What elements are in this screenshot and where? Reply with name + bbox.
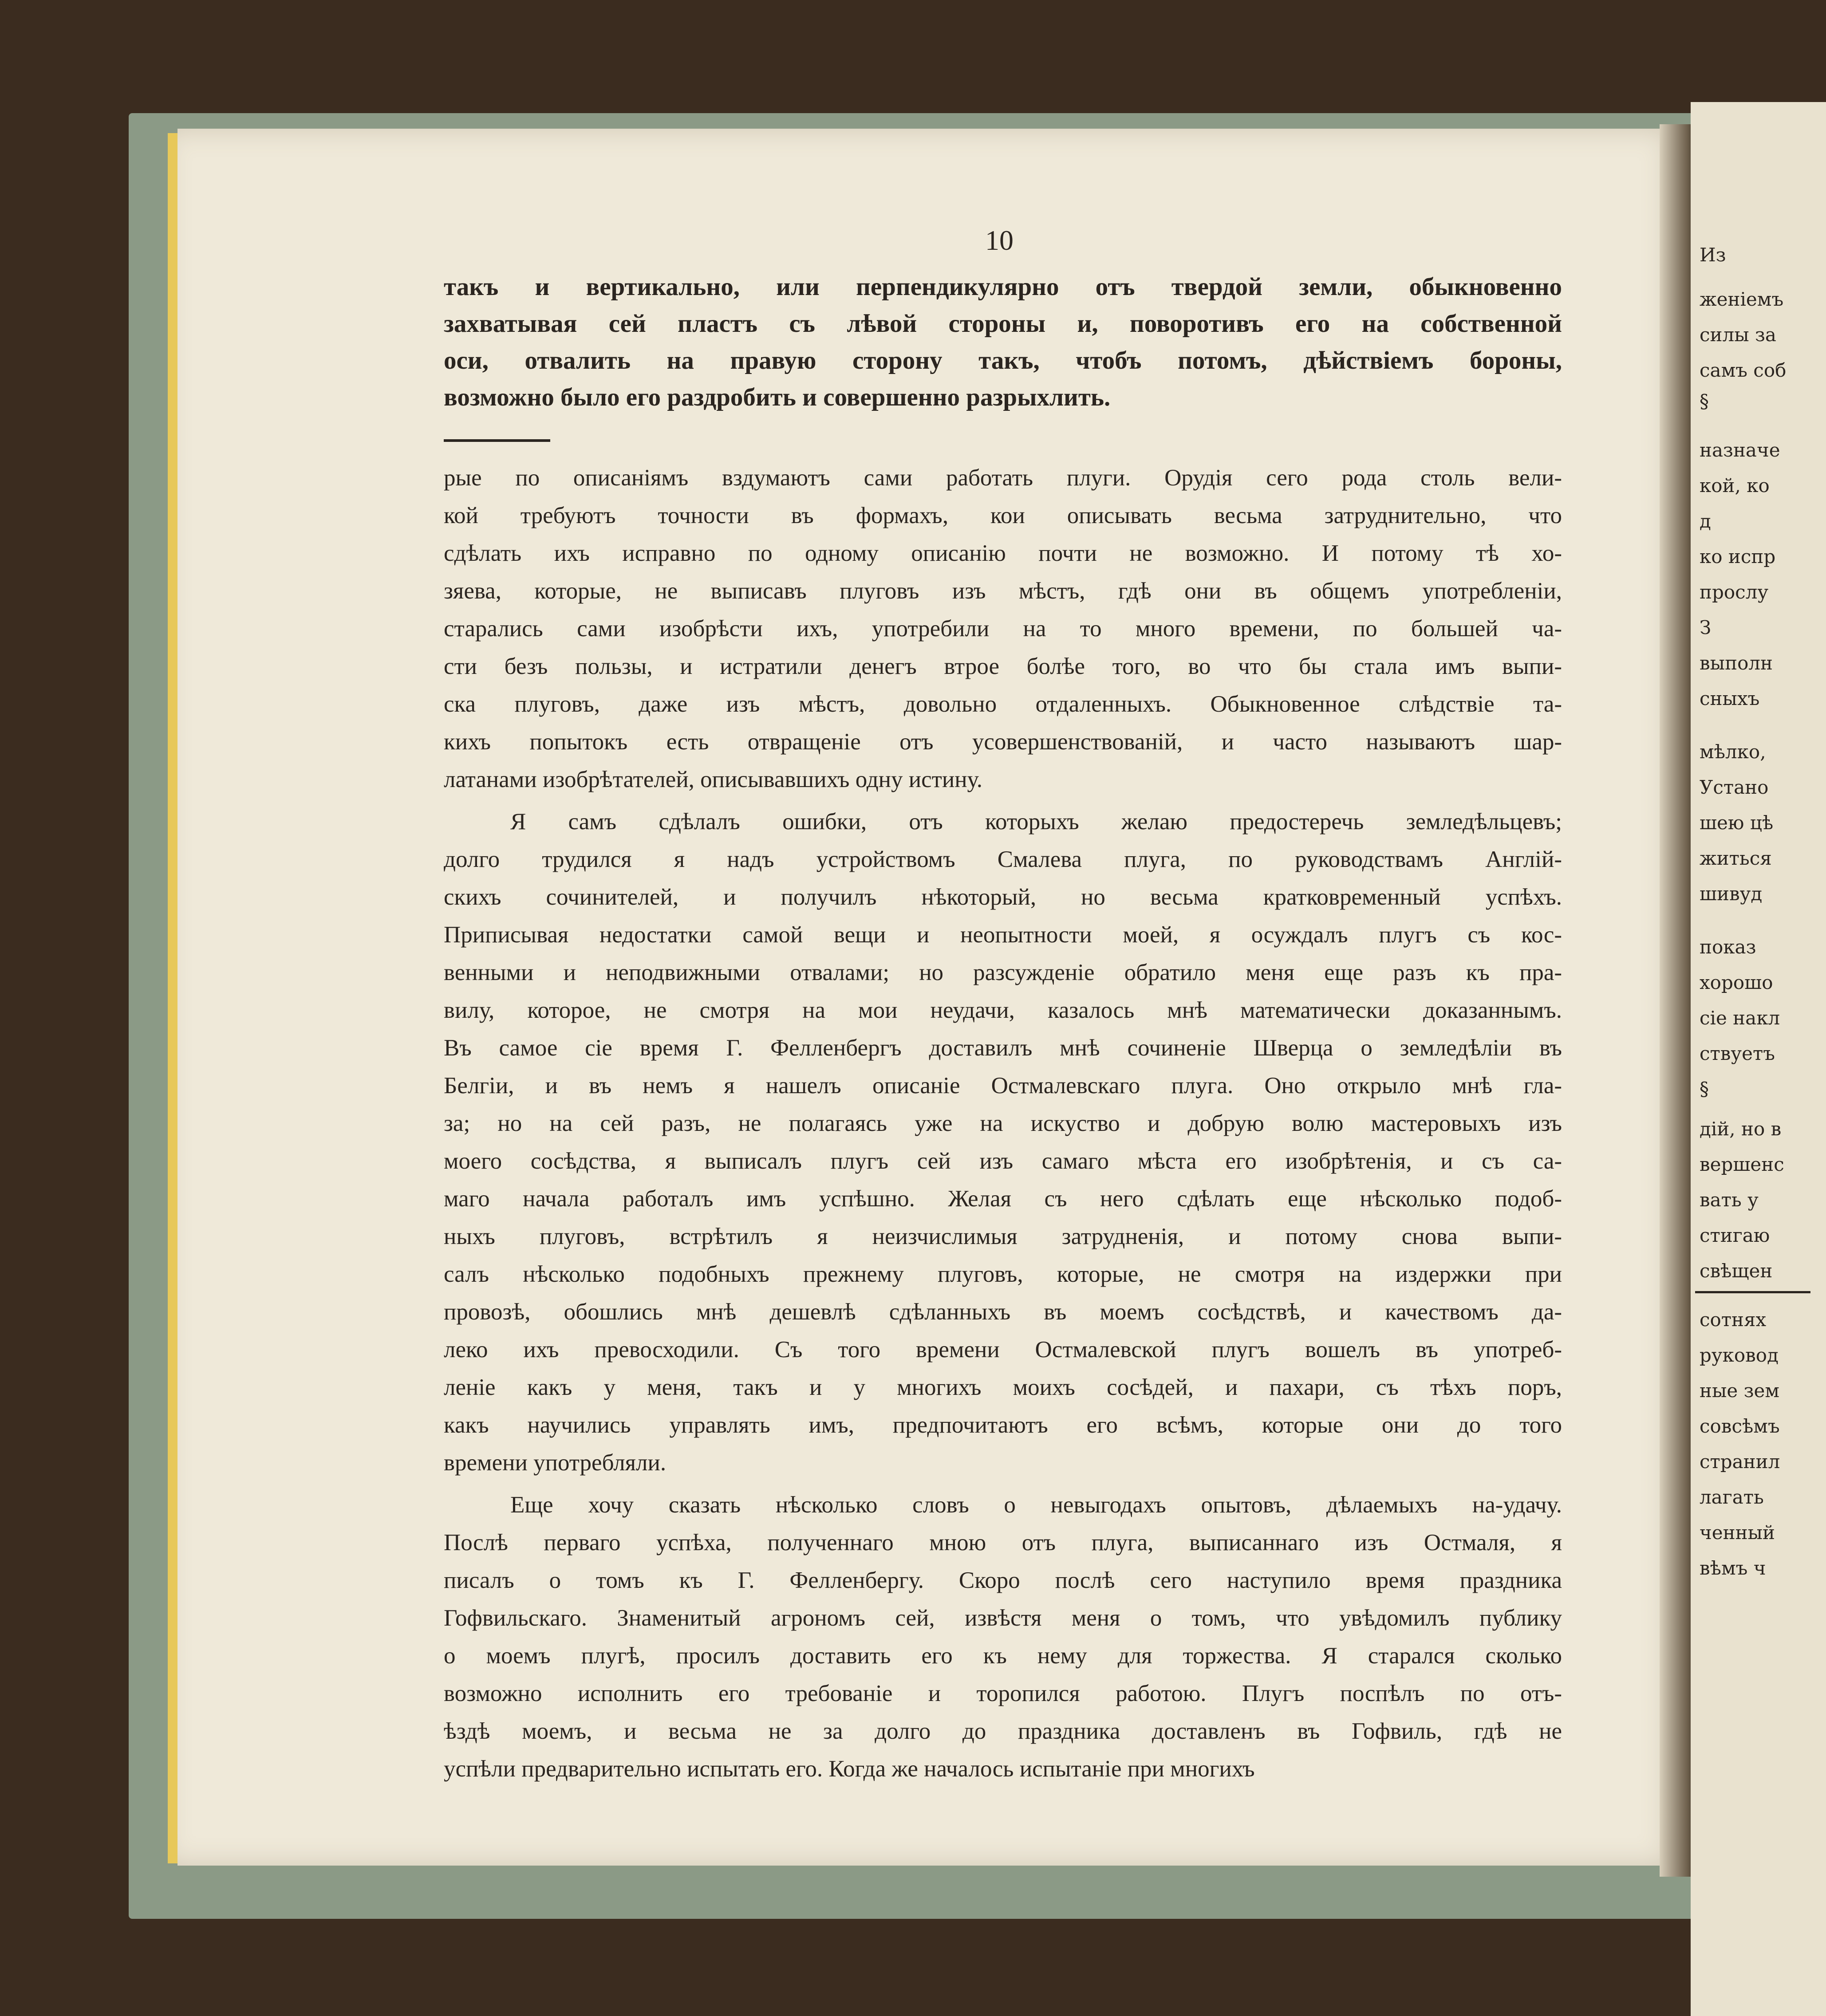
text-line: рые по описаніямъ вздумаютъ сами работать плуги. Орудія сего рода столь вели-: [444, 465, 1562, 491]
right-page-fragment: ствуетъ: [1700, 1043, 1775, 1064]
text-line: венными и неподвижными отвалами; но разсужденіе обратило меня еще разъ къ пра-: [444, 960, 1562, 985]
text-line: моего сосѣдства, я выписалъ плугъ сей изъ самаго мѣста его изобрѣтенія, и съ са-: [444, 1148, 1562, 1174]
right-page-fragment: дій, но в: [1700, 1118, 1782, 1140]
text-line: кой требуютъ точности въ формахъ, кои описывать весьма затруднительно, что: [444, 503, 1562, 528]
right-page-fragment: житься: [1700, 847, 1772, 869]
right-page-fragment: вершенс: [1700, 1154, 1784, 1175]
right-page-fragment: сотнях: [1700, 1309, 1767, 1331]
text-line: оси, отвалить на правую сторону такъ, чтобъ потомъ, дѣйствіемъ бороны,: [444, 346, 1562, 374]
text-line: провозѣ, обошлись мнѣ дешевлѣ сдѣланныхъ въ моемъ сосѣдствѣ, и качествомъ да-: [444, 1299, 1562, 1325]
text-line: какъ научились управлять имъ, предпочитаютъ его всѣмъ, которые они до того: [444, 1412, 1562, 1438]
right-page-fragment: выполн: [1700, 652, 1773, 674]
right-page-fragment: ко испр: [1700, 546, 1776, 567]
text-line: ѣздѣ моемъ, и весьма не за долго до праздника доставленъ въ Гофвиль, гдѣ не: [444, 1718, 1562, 1744]
right-page-fragment: лагать: [1700, 1486, 1764, 1508]
right-page-fragment: кой, ко: [1700, 475, 1770, 496]
text-line: захватывая сей пластъ съ лѣвой стороны и, поворотивъ его на собственной: [444, 310, 1562, 338]
text-line: ныхъ плуговъ, встрѣтилъ я неизчислимыя затрудненія, и потому снова выпи-: [444, 1224, 1562, 1249]
top-paragraph: [444, 268, 1562, 416]
paragraph-3: [444, 1486, 1562, 1788]
text-line: возможно исполнить его требованіе и торопился работою. Плугъ поспѣлъ по отъ-: [444, 1681, 1562, 1706]
right-page-fragment: показ: [1700, 936, 1756, 958]
text-line: леко ихъ превосходили. Съ того времени Остмалевской плугъ вошелъ въ употреб-: [444, 1337, 1562, 1362]
right-page-fragment: стигаю: [1700, 1225, 1770, 1246]
text-line: времени употребляли.: [444, 1450, 667, 1476]
text-line: о моемъ плугѣ, просилъ доставить его къ нему для торжества. Я старался сколько: [444, 1643, 1562, 1669]
right-page-fragment: хорошо: [1700, 972, 1773, 993]
text-line: сдѣлать ихъ исправно по одному описанію почти не возможно. И потому тѣ хо-: [444, 540, 1562, 566]
right-page-fragment: З: [1700, 617, 1712, 638]
text-line: Еще хочу сказать нѣсколько словъ о невыгодахъ опытовъ, дѣлаемыхъ на-удачу.: [510, 1492, 1562, 1518]
right-page-fragment: женіемъ: [1700, 288, 1784, 310]
text-line: старались сами изобрѣсти ихъ, употребили на то много времени, по большей ча-: [444, 616, 1562, 642]
right-page-fragment: самъ соб: [1700, 359, 1787, 381]
right-page-fragment: ные зем: [1700, 1380, 1780, 1402]
right-page-fragment: шивуд: [1700, 883, 1763, 905]
text-line: Гофвильскаго. Знаменитый агрономъ сей, извѣстя меня о томъ, что увѣдомилъ публику: [444, 1605, 1562, 1631]
text-line: маго начала работалъ имъ успѣшно. Желая съ него сдѣлать еще нѣсколько подоб-: [444, 1186, 1562, 1212]
text-line: Приписывая недостатки самой вещи и неопытности моей, я осуждалъ плугъ съ кос-: [444, 922, 1562, 948]
text-line: кихъ попытокъ есть отвращеніе отъ усовершенствованій, и часто называютъ шар-: [444, 729, 1562, 755]
right-page-fragment: Устано: [1700, 776, 1769, 798]
right-page-fragment: шею цѣ: [1700, 812, 1774, 834]
main-text: [444, 459, 1562, 1788]
right-page-fragment: назначе: [1700, 439, 1780, 461]
paragraph-2: [444, 803, 1562, 1482]
text-line: успѣли предварительно испытать его. Когда же началось испытаніе при многихъ: [444, 1756, 1255, 1782]
text-line: вилу, которое, не смотря на мои неудачи, казалось мнѣ математически доказаннымъ.: [444, 997, 1562, 1023]
right-page-fragment: сныхъ: [1700, 688, 1760, 709]
page-number: 10: [985, 224, 1014, 256]
right-page-fragment: §: [1700, 1078, 1709, 1100]
text-line: ска плуговъ, даже изъ мѣстъ, довольно отдаленныхъ. Обыкновенное слѣдствіе та-: [444, 691, 1562, 717]
text-line: скихъ сочинителей, и получилъ нѣкоторый, но весьма кратковременный успѣхъ.: [444, 884, 1562, 910]
right-page-fragment: силы за: [1700, 324, 1776, 346]
text-line: сти безъ пользы, и истратили денегъ втрое болѣе того, во что бы стала имъ выпи-: [444, 654, 1562, 679]
text-line: латанами изобрѣтателей, описывавшихъ одну истину.: [444, 767, 983, 792]
text-line: такъ и вертикально, или перпендикулярно отъ твердой земли, обыкновенно: [444, 273, 1562, 301]
footnote-divider: [444, 439, 550, 442]
text-line: зяева, которые, не выписавъ плуговъ изъ мѣстъ, гдѣ они въ общемъ употребленіи,: [444, 578, 1562, 604]
text-line: Послѣ перваго успѣха, полученнаго мною отъ плуга, выписаннаго изъ Остмаля, я: [444, 1530, 1562, 1555]
right-page-divider: [1695, 1291, 1810, 1293]
text-line: писалъ о томъ къ Г. Фелленбергу. Скоро послѣ сего наступило время праздника: [444, 1567, 1562, 1593]
text-line: за; но на сей разъ, не полагаясь уже на искуство и добрую волю мастеровыхъ изъ: [444, 1110, 1562, 1136]
text-line: леніе какъ у меня, такъ и у многихъ моихъ сосѣдей, и пахари, съ тѣхъ поръ,: [444, 1374, 1562, 1400]
right-page-fragment: ченный: [1700, 1522, 1775, 1544]
text-line: Я самъ сдѣлалъ ошибки, отъ которыхъ желаю предостеречь земледѣльцевъ;: [510, 809, 1562, 835]
text-line: Белгіи, и въ немъ я нашелъ описаніе Остмалевскаго плуга. Оно открыло мнѣ гла-: [444, 1073, 1562, 1099]
right-page-fragment: д: [1700, 510, 1711, 532]
text-line: Въ самое сіе время Г. Фелленбергъ доставилъ мнѣ сочиненіе Шверца о земледѣліи въ: [444, 1035, 1562, 1061]
right-page-fragment: сіе накл: [1700, 1007, 1780, 1029]
text-line: возможно было его раздробить и совершенно разрыхлить.: [444, 383, 1111, 411]
right-page-fragment: вать у: [1700, 1189, 1759, 1211]
right-page-fragment: мѣлко,: [1700, 741, 1766, 763]
right-page-fragment: прослу: [1700, 581, 1769, 603]
right-page-fragment: странил: [1700, 1451, 1780, 1473]
right-page-fragment: совсѣмъ: [1700, 1415, 1780, 1437]
right-page-edge: [1691, 102, 1826, 2016]
right-page-fragment: вѣмъ ч: [1700, 1557, 1766, 1579]
text-line: салъ нѣсколько подобныхъ прежнему плуговъ, которые, не смотря на издержки при: [444, 1261, 1562, 1287]
paragraph-1: [444, 459, 1562, 799]
text-line: долго трудился я надъ устройствомъ Смалева плуга, по руководствамъ Англій-: [444, 847, 1562, 872]
right-page-fragment: §: [1700, 390, 1709, 412]
right-page-fragment: свѣщен: [1700, 1260, 1773, 1282]
right-page-fragment: руковод: [1700, 1344, 1779, 1366]
right-page-fragment: Из: [1700, 244, 1726, 266]
